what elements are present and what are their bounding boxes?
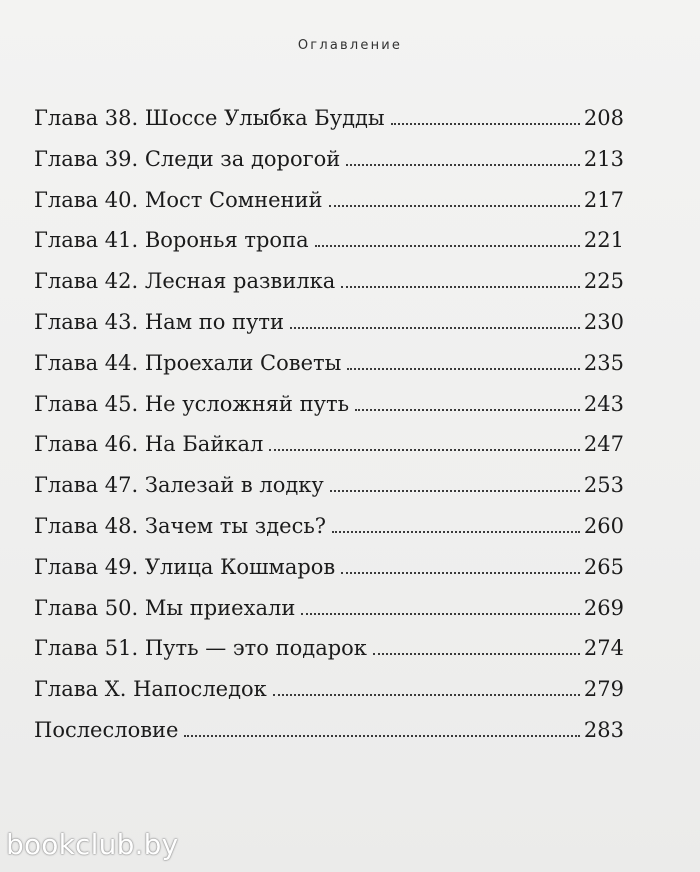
dot-leader [315, 245, 580, 247]
toc-entry-title: Глава 47. Залезай в лодку [34, 473, 324, 498]
toc-entry [34, 350, 624, 394]
toc-entry-page: 247 [583, 432, 624, 457]
toc-entry [34, 309, 624, 353]
toc-entry [34, 679, 624, 720]
toc-entry-page: 283 [583, 717, 624, 742]
toc-entry-page: 213 [583, 146, 624, 171]
dot-leader [346, 164, 580, 166]
toc-entry-page: 225 [583, 269, 624, 294]
toc-entry [34, 271, 624, 312]
dot-leader [329, 205, 580, 207]
dot-leader [373, 653, 580, 655]
toc-entry-title: Глава 45. Не усложняй путь [34, 391, 350, 416]
toc-entry-page: 279 [583, 677, 624, 702]
toc-entry-title: Глава 44. Проехали Советы [34, 350, 342, 375]
toc-entry-page: 221 [583, 228, 624, 253]
toc-entry [34, 434, 624, 475]
toc-entry [34, 108, 624, 149]
toc-entry-page: 260 [583, 513, 624, 538]
toc-entry-title: Глава 42. Лесная развилка [34, 269, 336, 294]
dot-leader [332, 531, 580, 533]
toc-entry [34, 146, 624, 190]
dot-leader [355, 409, 580, 411]
toc-entry-page: 253 [583, 473, 624, 498]
toc-entry [34, 475, 624, 516]
toc-entry-title: Глава 49. Улица Кошмаров [34, 554, 336, 579]
toc-entry-page: 243 [583, 391, 624, 416]
toc-entry [34, 717, 624, 761]
toc-entry-title: Глава 39. Следи за дорогой [34, 146, 341, 171]
toc-entry [34, 554, 624, 598]
toc-entry [34, 638, 624, 679]
toc-entry [34, 513, 624, 557]
dot-leader [273, 694, 580, 696]
dot-leader [341, 286, 580, 288]
toc-entry-page: 274 [583, 636, 624, 661]
dot-leader [341, 572, 580, 574]
dot-leader [290, 327, 580, 329]
watermark: bookclub.by [6, 828, 179, 861]
toc-entry-page: 208 [583, 106, 624, 130]
toc-entry-title: Глава 40. Мост Сомнений [34, 187, 323, 212]
toc-entry-page: 269 [583, 595, 624, 620]
toc-entry [34, 187, 624, 231]
toc-entry-page: 265 [583, 554, 624, 579]
toc-entry-title: Послесловие [34, 717, 179, 742]
dot-leader [269, 449, 580, 451]
page-header: Оглавление [297, 38, 403, 53]
dot-leader [301, 613, 580, 615]
dot-leader [391, 123, 580, 125]
dot-leader [330, 490, 580, 492]
toc-entry-title: Глава 50. Мы приехали [34, 595, 296, 620]
dot-leader [347, 368, 580, 370]
toc-entry-page: 230 [583, 309, 624, 334]
toc-entry [34, 391, 624, 435]
toc-entry-title: Глава 41. Воронья тропа [34, 228, 309, 253]
toc-entry-title: Глава 46. На Байкал [34, 432, 264, 457]
table-of-contents [34, 108, 624, 761]
toc-entry [34, 230, 624, 271]
dot-leader [184, 735, 579, 737]
toc-entry-page: 217 [583, 187, 624, 212]
toc-entry-title: Глава 51. Путь — это подарок [34, 636, 367, 661]
toc-entry-title: Глава X. Напоследок [34, 677, 267, 702]
toc-entry-title: Глава 43. Нам по пути [34, 309, 284, 334]
toc-entry-title: Глава 38. Шоссе Улыбка Будды [34, 106, 385, 130]
toc-entry [34, 595, 624, 639]
toc-entry-page: 235 [583, 350, 624, 375]
toc-entry-title: Глава 48. Зачем ты здесь? [34, 513, 327, 538]
